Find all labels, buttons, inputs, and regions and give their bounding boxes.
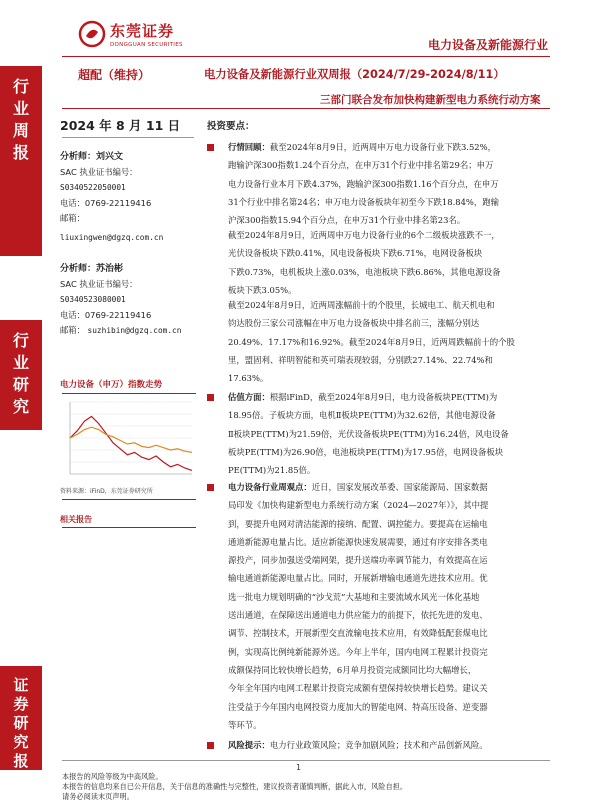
paragraph-line [228,461,553,479]
key-point-paragraph [228,736,553,754]
paragraph-text: 钧达股份三家公司涨幅在申万电力设备板块中排名前三，涨幅分别达 [228,318,480,329]
analyst-name: 分析师：刘兴文 [60,152,124,162]
paragraph-text: Ⅱ板块PE(TTM)为21.59倍，光伏设备板块PE(TTM)为16.24倍，风电设备 [228,428,509,439]
analyst-cert-no: S0340522050001 [60,183,126,193]
paragraph-text: 17.63%。 [228,373,269,384]
related-divider [62,527,196,528]
paragraph-line [228,551,553,569]
paragraph-line [228,606,553,624]
report-subtitle: 三部门联合发布加快构建新型电力系统行动方案 [320,94,541,106]
footer-line: 请务必阅读末页声明。 [62,791,134,801]
paragraph-text: 局印发《加快构建新型电力系统行动方案（2024—2027年）》，其中提 [228,500,489,511]
chart-title: 电力设备（申万）指数走势 [60,380,163,390]
related-reports-heading: 相关报告 [60,515,92,524]
footer-disclaimer [62,772,407,801]
paragraph-line [228,263,553,281]
paragraph-text: 跑输沪深300指数1.24个百分点，在申万31个行业中排名第29名；申万 [228,160,494,171]
paragraph-line [228,296,553,314]
paragraph-line [228,333,553,351]
key-points-heading: 投资要点： [207,121,255,132]
analyst-cert-label: SAC 执业证书编号： [60,167,138,178]
analyst-cert-no: S0340523080001 [60,295,126,305]
analyst-name: 分析师：苏治彬 [60,264,124,274]
paragraph-heading: 风险提示： [228,740,270,750]
paragraph-line [228,643,553,661]
paragraph-text: 输电通道新能源电量占比。同时，开展新增输电通道先进技术应用。优 [228,573,488,584]
brand-logo [78,18,188,56]
paragraph-line [228,244,553,262]
paragraph-text: 成额保持同比较快增长趋势，6月单月投资完成额同比均大幅增长， [228,664,477,675]
analyst-email[interactable]: liuxingwen@dgzq.com.cn [60,233,164,243]
paragraph-heading: 行情回顾： [228,142,270,152]
header-sector: 电力设备及新能源行业 [427,38,548,52]
paragraph-text: 沪深300指数15.94个百分点，在申万31个行业中排名第23名。 [228,215,466,226]
paragraph-text: 根据iFinD，截至2024年8月9日，电力设备板块PE(TTM)为 [269,392,498,402]
paragraph-text: 等环节。 [228,719,262,730]
key-point-paragraph [228,296,553,387]
paragraph-text: 31个行业中排名第24名；申万电力设备板块年初至今下跌18.84%，跑输 [228,196,499,207]
index-trend-chart [60,396,196,482]
paragraph-text: 板块下跌3.05%。 [228,284,297,295]
analyst-cert-label: SAC 执业证书编号： [60,279,138,290]
paragraph-line [228,515,553,533]
paragraph-text: 18.95倍。子板块方面，电机Ⅱ板块PE(TTM)为32.62倍，其他电源设备 [228,410,496,421]
paragraph-line [228,716,553,734]
paragraph-text: 截至2024年8月9日，近两周申万电力设备行业下跌3.52%， [269,142,496,152]
chart-series-line-1 [70,427,192,452]
footer-line: 本报告的风险等级为中高风险。 [62,772,163,781]
paragraph-text: 调节、控制技术，开展新型交直流输电技术应用，有效降低配套煤电比 [228,628,488,639]
header-divider [62,56,550,57]
key-point-paragraph [228,138,553,229]
paragraph-heading: 电力设备行业周观点： [228,482,312,492]
paragraph-text: 截至2024年8月9日，近两周申万电力设备行业的6个二级板块涨跌不一， [228,230,500,240]
paragraph-line [228,138,553,156]
bullet-marker [207,144,214,151]
analyst-phone: 电话：0769-22119416 [60,197,152,208]
sidebar-block-securities [0,666,42,789]
paragraph-line [228,406,553,424]
paragraph-line [228,533,553,551]
paragraph-line [228,661,553,679]
sidebar-label-securities: 证券研究报告 [13,676,29,789]
brand-name-en: DONGGUAN SECURITIES [110,42,183,48]
report-date: 2024 年 8 月 11 日 [60,118,181,133]
paragraph-text: 20.49%、17.17%和16.92%。截至2024年8月9日，近两周跌幅前十的个股 [228,336,515,347]
sidebar-label-weekly: 行业周报 [12,77,29,162]
brand-name-cn: 东莞证券 [110,22,175,40]
chart-top-divider [62,393,196,394]
paragraph-line [228,175,553,193]
analyst-email[interactable]: suzhibin@dgzq.com.cn [87,325,182,335]
paragraph-line [228,478,553,496]
paragraph-line [228,679,553,697]
paragraph-text: 里，盟固利、祥明智能和英可瑞表现较弱，分别跌27.14%、22.74%和 [228,354,493,365]
paragraph-line [228,226,553,244]
date-divider [62,137,194,138]
analyst-email-label: 邮箱： [60,324,85,335]
bullet-marker [207,742,214,749]
paragraph-line [228,351,553,369]
paragraph-text: 送出通道，在保障送出通道电力供应能力的前提下，依托先进的发电、 [228,610,488,621]
sidebar-block-weekly [0,66,42,256]
paragraph-line [228,736,553,754]
analyst-phone: 电话：0769-22119416 [60,309,152,320]
chart-bottom-divider [62,499,196,500]
paragraph-text: 今年全年国内电网工程累计投资完成额有望保持较快增长趋势。建议关 [228,683,488,694]
paragraph-text: 截至2024年8月9日，近两周涨幅前十的个股里，长城电工、航天机电和 [228,300,495,310]
paragraph-text: 板块PE(TTM)为26.90倍，电池板块PE(TTM)为17.95倍，电网设备板块 [228,446,504,457]
paragraph-line [228,698,553,716]
analyst-card [60,262,181,338]
paragraph-heading: 估值方面： [228,392,270,402]
paragraph-line [228,624,553,642]
footer-line: 本报告的信息均来自已公开信息，关于信息的准确性与完整性，建议投资者谨慎判断，据此入市，风险自担。 [62,781,408,791]
paragraph-text: 例，实现高比例纯新能源外送。今年上半年，国内电网工程累计投资完 [228,646,488,657]
sidebar-label-research: 行业研究 [12,331,29,416]
paragraph-text: 到，要提升电网对清洁能源的接纳、配置、调控能力。要提高在运输电 [228,518,488,529]
paragraph-text: 近日，国家发展改革委、国家能源局、国家数据 [311,482,488,492]
paragraph-text: 注受益于今年国内电网投资力度加大的智能电网、特高压设备、逆变器 [228,701,488,712]
paragraph-text: 下跌0.73%，电机板块上涨0.03%，电池板块下跌6.86%，其他电源设备 [228,266,501,277]
paragraph-line [228,425,553,443]
paragraph-line [228,496,553,514]
paragraph-line [228,193,553,211]
report-title: 电力设备及新能源行业双周报（2024/7/29-2024/8/11） [204,68,505,81]
key-point-paragraph [228,388,553,479]
paragraph-text: 电力行业政策风险；竞争加剧风险；技术和产品创新风险。 [269,740,488,750]
chart-source: 资料来源：iFinD，东莞证券研究所 [60,488,153,495]
sidebar-block-research [0,320,42,430]
paragraph-text: 选一批电力规划明确的“沙戈荒”大基地和主要流域水风光一体化基地 [228,591,480,602]
analyst-email-label: 邮箱： [60,212,85,223]
page-number: 1 [296,763,302,772]
paragraph-text: 通道新能源电量占比。适应新能源快速发展需要，通过有序安排各类电 [228,536,488,547]
paragraph-line [228,369,553,387]
brand-logo-icon [78,20,106,48]
analyst-card [60,150,163,245]
paragraph-line [228,388,553,406]
key-point-paragraph [228,226,553,299]
bullet-marker [207,394,214,401]
paragraph-line [228,314,553,332]
paragraph-text: 光伏设备板块下跌0.41%，风电设备板块下跌6.71%，电网设备板块 [228,248,483,259]
paragraph-line [228,156,553,174]
paragraph-line [228,588,553,606]
paragraph-text: PE(TTM)为21.85倍。 [228,465,316,476]
rating: 超配（维持） [78,68,151,82]
paragraph-text: 源投产，同步加强送受端网架，提升送端功率调节能力，有效提高在运 [228,555,488,566]
key-point-paragraph [228,478,553,734]
footer-divider [62,760,550,761]
paragraph-line [228,443,553,461]
paragraph-text: 电力设备行业本月下跌4.37%，跑输沪深300指数1.16个百分点，在申万 [228,178,499,189]
bullet-marker [207,484,214,491]
paragraph-line [228,569,553,587]
title-divider [62,108,550,109]
